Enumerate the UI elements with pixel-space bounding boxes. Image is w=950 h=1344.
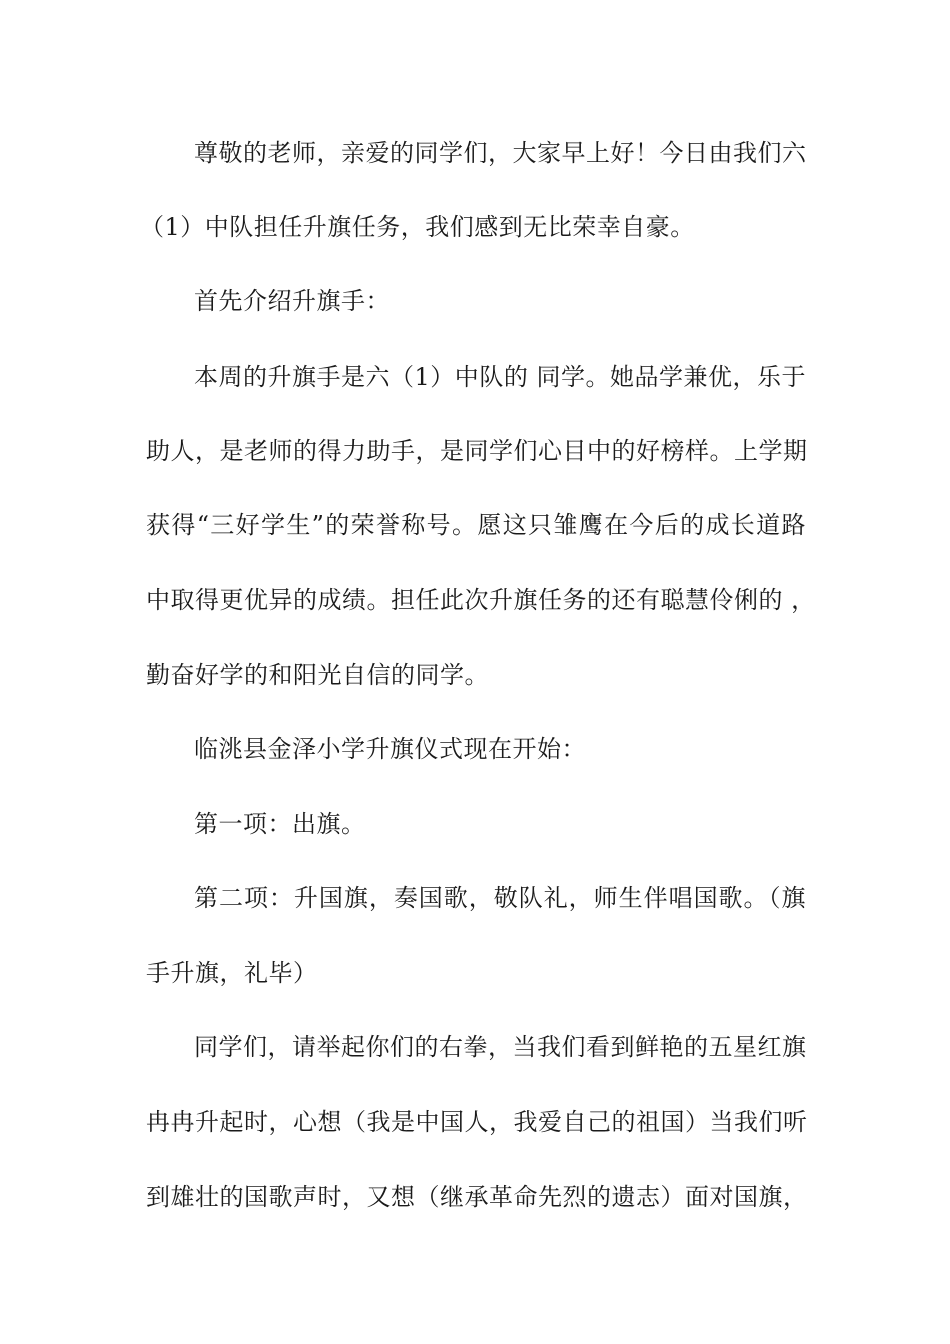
text-line: 第二项：升国旗，奏国歌，敬队礼，师生伴唱国歌。（旗 <box>194 884 806 912</box>
text-line: 第一项：出旗。 <box>194 810 366 838</box>
text-line: 同学们，请举起你们的右拳，当我们看到鲜艳的五星红旗 <box>194 1033 807 1061</box>
text-line: 首先介绍升旗手： <box>194 287 390 315</box>
text-line: 尊敬的老师，亲爱的同学们，大家早上好！今日由我们六 <box>194 139 807 167</box>
text-line: 获得“三好学生”的荣誉称号。愿这只雏鹰在今后的成长道路 <box>146 511 806 539</box>
text-line: 助人，是老师的得力助手，是同学们心目中的好榜样。上学期 <box>146 437 808 465</box>
text-line: 到雄壮的国歌声时，又想（继承革命先烈的遗志）面对国旗， <box>146 1183 808 1211</box>
text-line: 冉冉升起时，心想（我是中国人，我爱自己的祖国）当我们听 <box>146 1108 808 1136</box>
text-line: 勤奋好学的和阳光自信的同学。 <box>146 661 489 689</box>
text-line: 中取得更优异的成绩。担任此次升旗任务的还有聪慧伶俐的 ， <box>146 586 816 614</box>
text-line: 本周的升旗手是六（1）中队的 同学。她品学兼优，乐于 <box>194 363 806 391</box>
text-line: 手升旗，礼毕） <box>146 959 318 987</box>
text-line: （1）中队担任升旗任务，我们感到无比荣幸自豪。 <box>140 213 695 241</box>
text-line: 临洮县金泽小学升旗仪式现在开始： <box>194 735 586 763</box>
